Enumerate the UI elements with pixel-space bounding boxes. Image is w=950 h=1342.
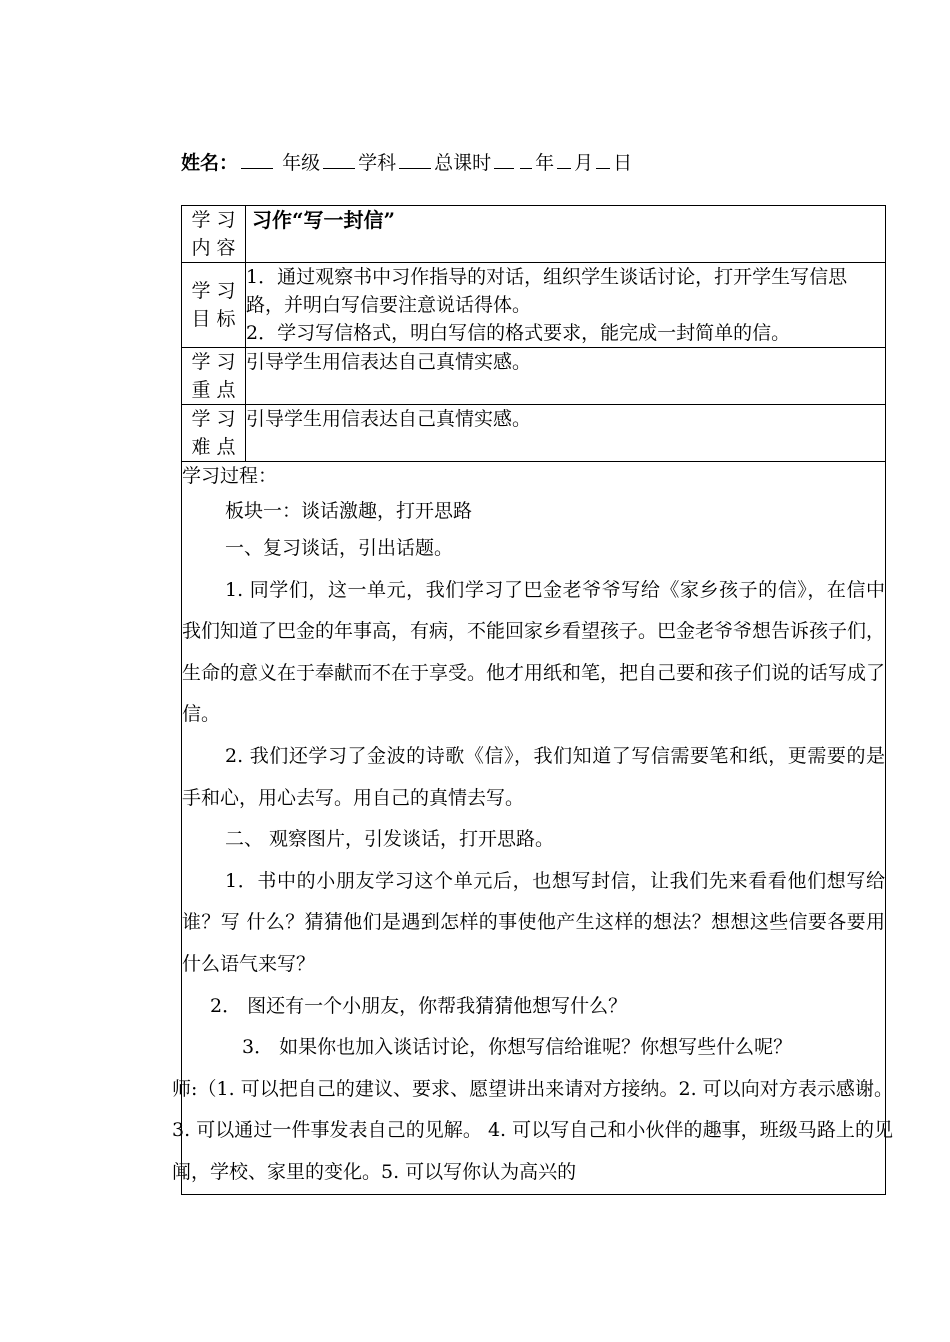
name-label: 姓名：: [181, 152, 239, 174]
total-blank: [494, 152, 514, 169]
process-para-1: 1. 同学们，这一单元，我们学习了巴金老爷爷写给《家乡孩子的信》，在信中我们知道了巴金的年事高，有病，不能回家乡看望孩子。巴金老爷爷想告诉孩子们，生命的意义在于奉献而不在于享受。他才用纸和笔，把自己要和孩子们说的话写成了信。: [182, 578, 886, 726]
process-para-5: 3． 如果你也加入谈话讨论，你想写信给谁呢？你想写些什么呢？: [242, 1036, 793, 1059]
grade-label: 年级: [282, 152, 321, 174]
row-learning-key: [182, 348, 886, 405]
process-heading-2: 二、 观察图片，引发谈话，打开思路。: [225, 828, 555, 851]
label-learning-difficulty: 学习 难点: [182, 405, 246, 462]
cell-learning-difficulty: 引导学生用信表达自己真情实感。: [246, 405, 886, 462]
label-learning-goal: 学习 目标: [182, 263, 246, 348]
process-teacher-notes: 师:（1. 可以把自己的建议、要求、愿望讲出来请对方接纳。2. 可以向对方表示感谢。 3. 可以通过一件事发表自己的见解。 4. 可以写自己和小伙伴的趣事，班级马路上的见闻，学校、家里的变化。5. 可以写你认为高兴的: [172, 1077, 893, 1183]
process-title: 学习过程：: [182, 465, 278, 487]
row-learning-difficulty: [182, 405, 886, 462]
process-para-4: 2． 图还有一个小朋友，你帮我猜猜他想写什么？: [210, 994, 628, 1017]
day-label: 日: [613, 152, 633, 174]
grade-blank: [323, 152, 355, 169]
cell-learning-content: [246, 206, 886, 263]
row-learning-goal: [182, 263, 886, 348]
process-heading-1: 一、复习谈话，引出话题。: [225, 537, 454, 559]
goal-item-1: 1．通过观察书中习作指导的对话，组织学生谈话讨论，打开学生写信思路，并明白写信要注意说话得体。: [246, 266, 848, 316]
cell-learning-goal: [246, 263, 886, 348]
day-blank: [596, 152, 610, 169]
goal-item-2: 2．学习写信格式，明白写信的格式要求，能完成一封简单的信。: [246, 322, 791, 344]
process-section-1: 板块一：谈话激趣，打开思路: [225, 500, 473, 522]
process-para-3: 1．书中的小朋友学习这个单元后，也想写封信，让我们先来看看他们想写给谁？写 什么？猜猜他们是遇到怎样的事使他产生这样的想法？想想这些信要各要用什么语气来写？: [182, 869, 885, 975]
row-learning-process: [182, 462, 886, 1195]
lesson-title: 习作“写一封信”: [252, 208, 396, 232]
subject-blank: [399, 152, 431, 169]
subject-label: 学科: [358, 152, 397, 174]
cell-learning-process: [172, 462, 893, 1195]
year-label: 年: [535, 152, 555, 174]
total-label: 总课时: [434, 152, 492, 174]
lesson-plan-table: [172, 205, 893, 1195]
label-learning-content: 学习 内容: [182, 206, 246, 263]
month-blank: [557, 152, 571, 169]
process-para-2: 2. 我们还学习了金波的诗歌《信》，我们知道了写信需要笔和纸，更需要的是手和心，用心去写。用自己的真情去写。: [182, 744, 885, 809]
label-learning-key: 学习 重点: [182, 348, 246, 405]
row-learning-content: [182, 206, 886, 263]
header-line: [181, 148, 632, 175]
cell-learning-key: 引导学生用信表达自己真情实感。: [246, 348, 886, 405]
year-blank: [520, 152, 532, 169]
name-blank: [241, 152, 273, 169]
month-label: 月: [574, 152, 594, 174]
